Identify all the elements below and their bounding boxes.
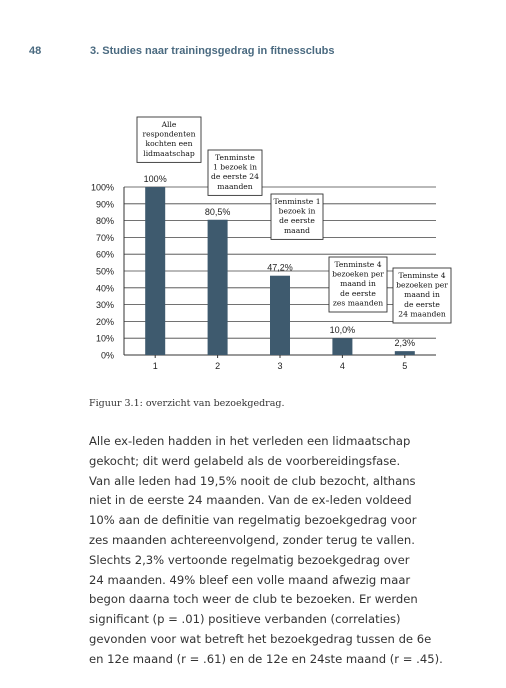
annotation-text: de eerste: [404, 299, 440, 309]
body-line: begon daarna toch weer de club te bezoeken. Er werden: [89, 592, 418, 607]
annotation-text: bezoeken per: [332, 269, 384, 279]
bar: [395, 351, 415, 355]
bar: [270, 276, 290, 355]
annotation-text: maand in: [340, 279, 376, 289]
annotation-text: maand in: [404, 290, 440, 300]
annotation-text: de eerste 24: [211, 172, 259, 182]
annotation-text: bezoek in: [278, 206, 316, 216]
annotation-text: Alle: [161, 120, 177, 129]
body-line: Slechts 2,3% vertoonde regelmatig bezoekgedrag over: [89, 552, 410, 567]
annotation-text: maanden: [217, 181, 253, 191]
annotation-box: [393, 268, 451, 323]
y-tick-label: 80%: [95, 216, 114, 227]
chapter-title: 3. Studies naar trainingsgedrag in fitnessclubs: [90, 45, 335, 57]
bar: [145, 187, 165, 355]
annotation-box: [329, 257, 387, 312]
x-tick-label: 5: [402, 361, 408, 371]
annotation-text: Tenminste 4: [398, 271, 446, 280]
x-tick-label: 2: [215, 361, 221, 371]
x-tick-label: 3: [277, 361, 283, 371]
y-tick-label: 20%: [95, 316, 114, 327]
x-tick-label: 4: [339, 361, 345, 371]
annotation-text: bezoeken per: [396, 280, 448, 290]
y-tick-label: 30%: [95, 300, 114, 311]
body-line: gevonden voor wat betreft het bezoekgedrag tussen de 6e: [89, 631, 432, 646]
annotation-text: Tenminste 4: [334, 260, 382, 269]
body-line: significant (p = .01) positieve verbanden (correlaties): [89, 612, 401, 627]
bar: [332, 338, 352, 355]
annotation-text: 24 maanden: [398, 309, 446, 319]
bar-value-label: 100%: [143, 174, 167, 184]
y-tick-label: 70%: [95, 232, 114, 243]
annotation-box: [137, 117, 201, 162]
bar-value-label: 80,5%: [204, 206, 231, 217]
y-tick-label: 0%: [100, 350, 114, 361]
body-line: 24 maanden. 49% bleef een volle maand afwezig maar: [89, 572, 411, 587]
body-line: niet in de eerste 24 maanden. Van de ex-leden voldeed: [89, 493, 412, 508]
y-tick-label: 40%: [95, 283, 114, 294]
body-line: 10% aan de definitie van regelmatig bezoekgedrag voor: [89, 513, 417, 528]
body-text: [89, 432, 479, 670]
annotation-text: zes maanden: [332, 298, 384, 308]
y-tick-label: 60%: [95, 249, 114, 260]
y-tick-label: 100%: [90, 182, 114, 193]
figure-caption: Figuur 3.1: overzicht van bezoekgedrag.: [89, 398, 285, 409]
annotation-text: kochten een: [145, 139, 193, 149]
body-line: gekocht; dit werd gelabeld als de voorbereidingsfase.: [89, 453, 401, 468]
y-tick-label: 90%: [95, 199, 114, 210]
body-line: en 12e maand (r = .61) en de 12e en 24ste maand (r = .45).: [89, 651, 443, 666]
annotation-text: lidmaatschap: [143, 148, 195, 158]
body-line: zes maanden achtereenvolgend, zonder terug te vallen.: [89, 532, 415, 547]
page-number: 48: [29, 45, 42, 57]
annotation-text: Tenminste 1: [273, 197, 321, 206]
body-line: Alle ex-leden hadden in het verleden een lidmaatschap: [89, 434, 411, 448]
bar-value-label: 10,0%: [329, 325, 356, 336]
annotation-text: 1 bezoek in: [212, 162, 258, 172]
annotation-text: de eerste: [279, 216, 315, 226]
annotation-text: maand: [283, 225, 311, 235]
y-tick-label: 10%: [95, 333, 114, 344]
annotation-text: de eerste: [340, 288, 376, 298]
y-tick-label: 50%: [95, 266, 114, 277]
bar-value-label: 2,3%: [394, 338, 416, 349]
body-line: Van alle leden had 19,5% nooit de club bezocht, althans: [89, 473, 416, 488]
annotation-box: [208, 150, 262, 195]
x-tick-label: 1: [152, 361, 158, 371]
bar: [208, 220, 228, 355]
bar-value-label: 47,2%: [267, 262, 293, 273]
annotation-text: Tenminste: [215, 153, 255, 162]
annotation-box: [271, 194, 323, 239]
annotation-text: respondenten: [142, 129, 196, 139]
